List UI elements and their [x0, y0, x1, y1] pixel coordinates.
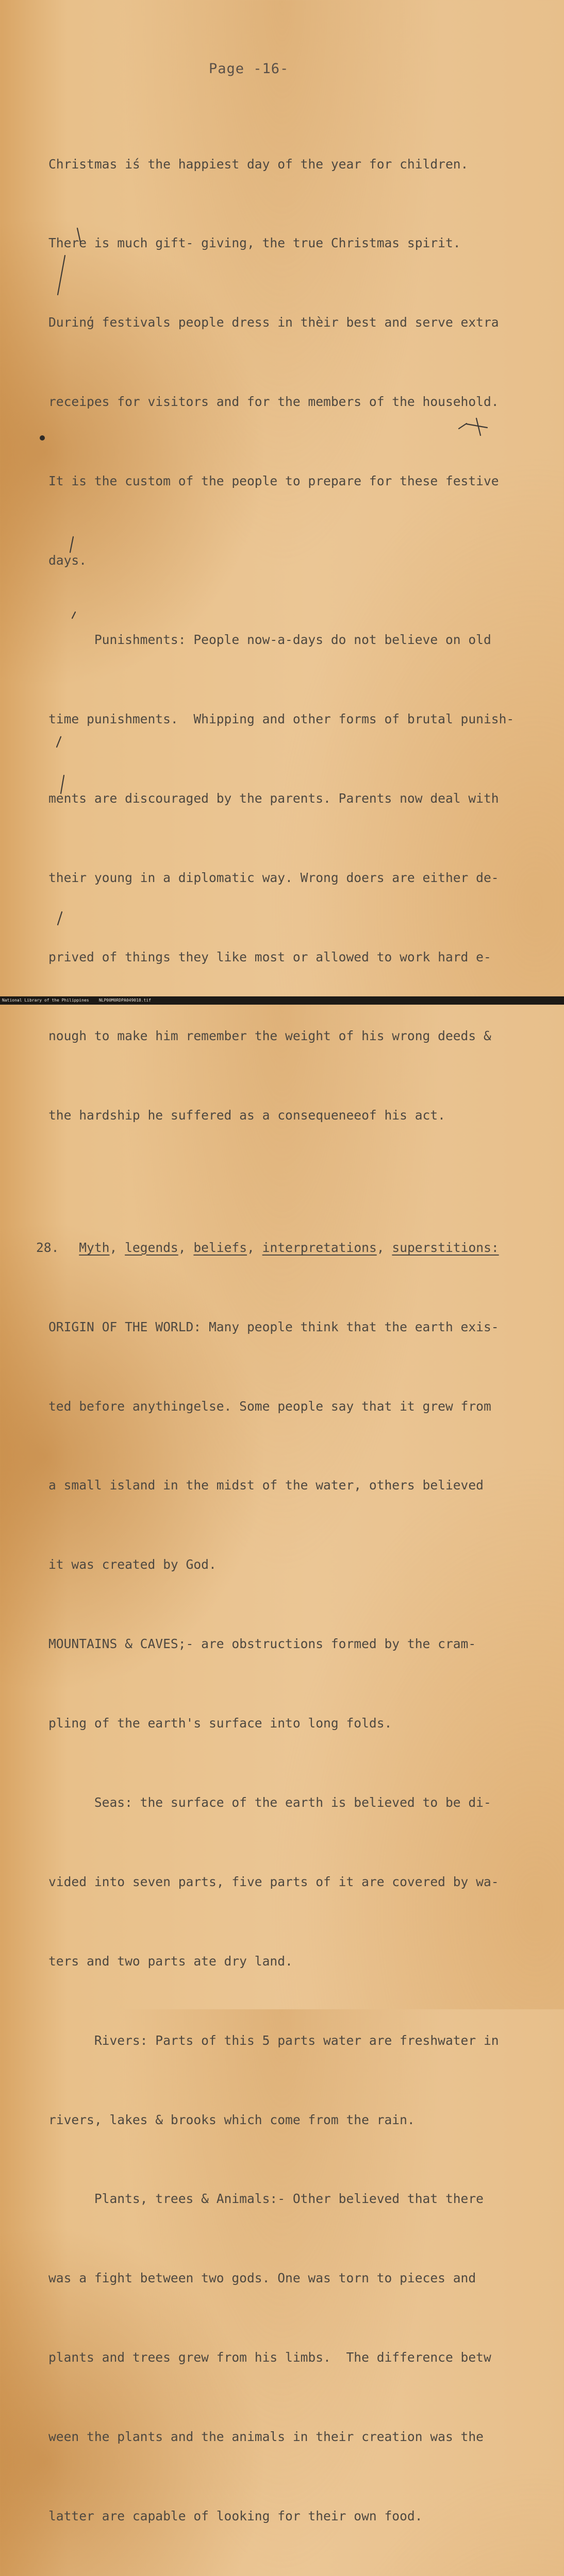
section-heading [36, 1208, 564, 1255]
heading-myth: Myth [79, 1240, 110, 1255]
heading-legends: legends [125, 1240, 178, 1255]
text-line: Seas: the surface of the earth is believed to be di- [48, 1795, 491, 1810]
text-line: their young in a diplomatic way. Wrong doers are either de- [48, 870, 499, 885]
text-line: nough to make him remember the weight of his wrong deeds & [48, 1028, 491, 1044]
text-line: Rivers: Parts of this 5 parts water are freshwater in [48, 2032, 499, 2048]
text-line: receipes for visitors and for the members of the household. [48, 394, 499, 410]
text-line: Punishments: People now-a-days do not believe on old [48, 632, 491, 647]
heading-separator: , [178, 1240, 194, 1255]
heading-superstitions: superstitions: [392, 1240, 499, 1255]
text-line: the hardship he suffered as a consequeneeof his act. [48, 1108, 445, 1123]
text-line: MOUNTAINS & CAVES;- are obstructions formed by the cram- [48, 1636, 476, 1652]
typed-body [36, 98, 564, 2576]
heading-separator: , [247, 1240, 262, 1255]
text-line: pling of the earth's surface into long folds. [48, 1716, 392, 1731]
text-line: latter are capable of looking for their own food. [48, 2509, 423, 2524]
heading-separator: , [109, 1240, 125, 1255]
text-line: vided into seven parts, five parts of it are covered by wa- [48, 1874, 499, 1889]
text-line: ORIGIN OF THE WORLD: Many people think that the earth exis- [48, 1319, 499, 1334]
text-line: time punishments. Whipping and other forms of brutal punish- [48, 711, 515, 726]
text-line: a small island in the midst of the water, others believed [48, 1478, 484, 1493]
text-line: ments are discouraged by the parents. Parents now deal with [48, 790, 499, 806]
text-line: ween the plants and the animals in their creation was the [48, 2429, 484, 2445]
page-number: Page -16- [209, 61, 289, 77]
text-line: it was created by God. [48, 1557, 217, 1572]
heading-beliefs: beliefs [193, 1240, 247, 1255]
section-number: 28. [36, 1240, 59, 1255]
heading-separator: , [376, 1240, 392, 1255]
text-line: was a fight between two gods. One was torn to pieces and [48, 2270, 476, 2286]
text-line: Plants, trees & Animals:- Other believed that there [48, 2191, 484, 2207]
text-line: It is the custom of the people to prepare for these festive [48, 473, 499, 489]
text-line: rivers, lakes & brooks which come from the rain. [48, 2112, 415, 2127]
text-line: days. [48, 553, 87, 568]
text-line: prived of things they like most or allowed to work hard e- [48, 949, 491, 964]
scan-footer: National Library of the Philippines NLP00M0RDPA049018.tif [0, 996, 564, 1005]
text-line: plants and trees grew from his limbs. The difference betw [48, 2350, 491, 2365]
text-line: Durinģ festivals people dress in thèir best and serve extra [48, 315, 499, 330]
ink-dot [40, 435, 45, 440]
heading-interpretations: interpretations [262, 1240, 377, 1255]
text-line: ted before anythingelse. Some people say that it grew from [48, 1398, 491, 1414]
text-line: ters and two parts ate dry land. [48, 1953, 293, 1969]
text-line: There is much gift- giving, the true Christmas spirit. [48, 235, 461, 251]
text-line: Christmas iś the happiest day of the year for children. [48, 156, 469, 172]
